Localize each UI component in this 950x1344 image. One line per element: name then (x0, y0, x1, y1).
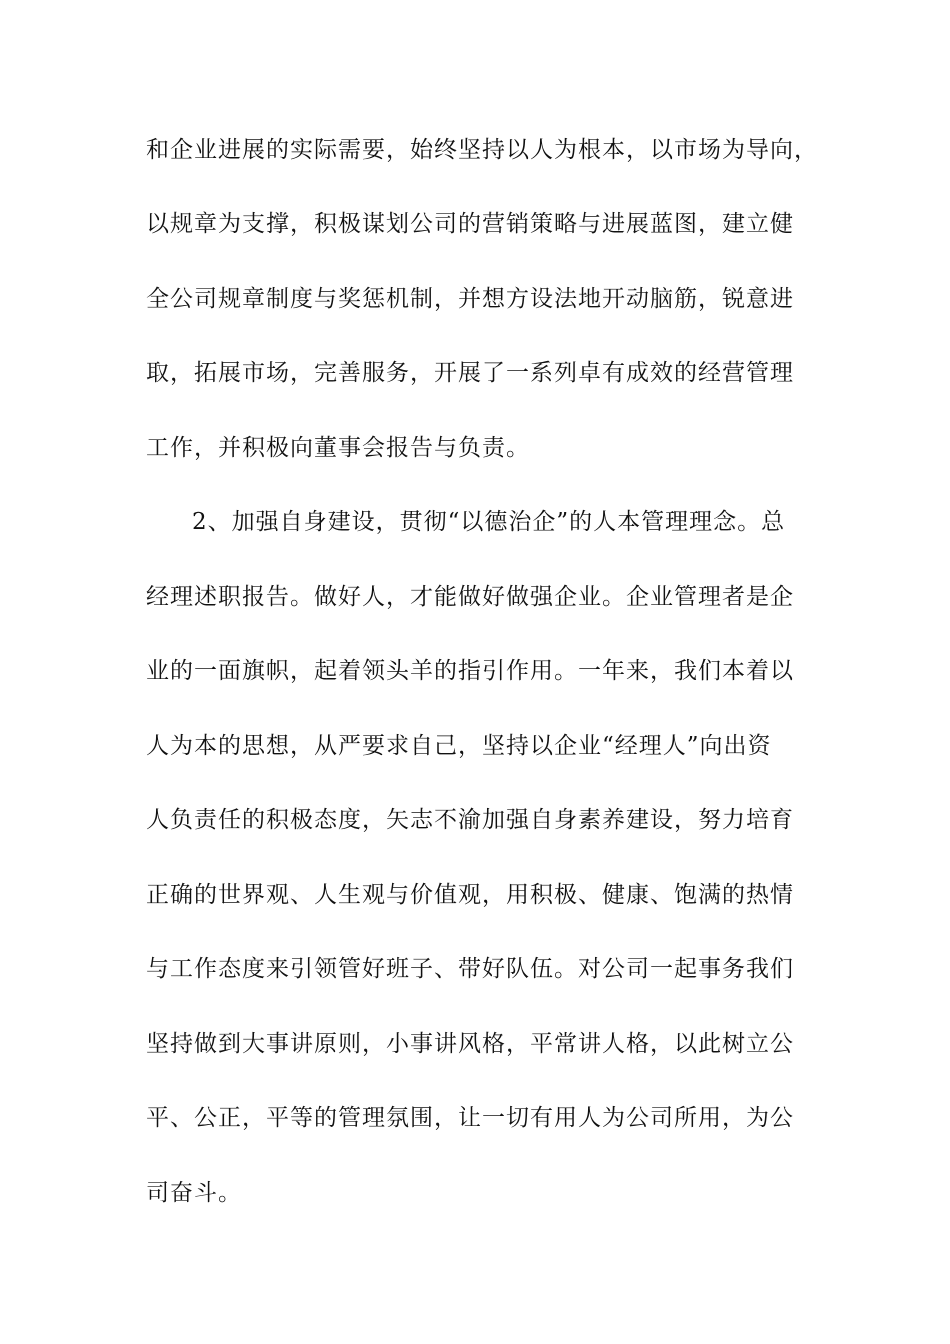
paragraph-2-line-7: 与工作态度来引领管好班子、带好队伍。对公司一起事务我们 (146, 956, 794, 982)
paragraph-2-line-9: 平、公正，平等的管理氛围，让一切有用人为公司所用，为公 (146, 1105, 794, 1131)
paragraph-2-line-5: 人负责任的积极态度，矢志不渝加强自身素养建设，努力培育 (146, 807, 794, 833)
paragraph-2-line-4: 人为本的思想，从严要求自己，坚持以企业“经理人”向出资 (146, 733, 772, 759)
paragraph-2-line-1: 2、加强自身建设，贯彻“以德治企”的人本管理理念。总 (192, 509, 786, 535)
paragraph-2-line-10: 司奋斗。 (146, 1180, 242, 1206)
paragraph-2-line-2: 经理述职报告。做好人，才能做好做强企业。企业管理者是企 (146, 584, 794, 610)
paragraph-2-line-8: 坚持做到大事讲原则，小事讲风格，平常讲人格，以此树立公 (146, 1031, 794, 1057)
paragraph-1-line-3: 全公司规章制度与奖惩机制，并想方设法地开动脑筋，锐意进 (146, 286, 794, 312)
paragraph-1-line-4: 取，拓展市场，完善服务，开展了一系列卓有成效的经营管理 (146, 360, 794, 386)
paragraph-1-line-2: 以规章为支撑，积极谋划公司的营销策略与进展蓝图，建立健 (146, 211, 794, 237)
paragraph-2-line-3: 业的一面旗帜，起着领头羊的指引作用。一年来，我们本着以 (146, 658, 794, 684)
paragraph-2-line-6: 正确的世界观、人生观与价值观，用积极、健康、饱满的热情 (146, 882, 794, 908)
paragraph-1-line-5: 工作，并积极向董事会报告与负责。 (146, 435, 530, 461)
paragraph-1-line-1: 和企业进展的实际需要，始终坚持以人为根本，以市场为导向， (146, 137, 818, 163)
